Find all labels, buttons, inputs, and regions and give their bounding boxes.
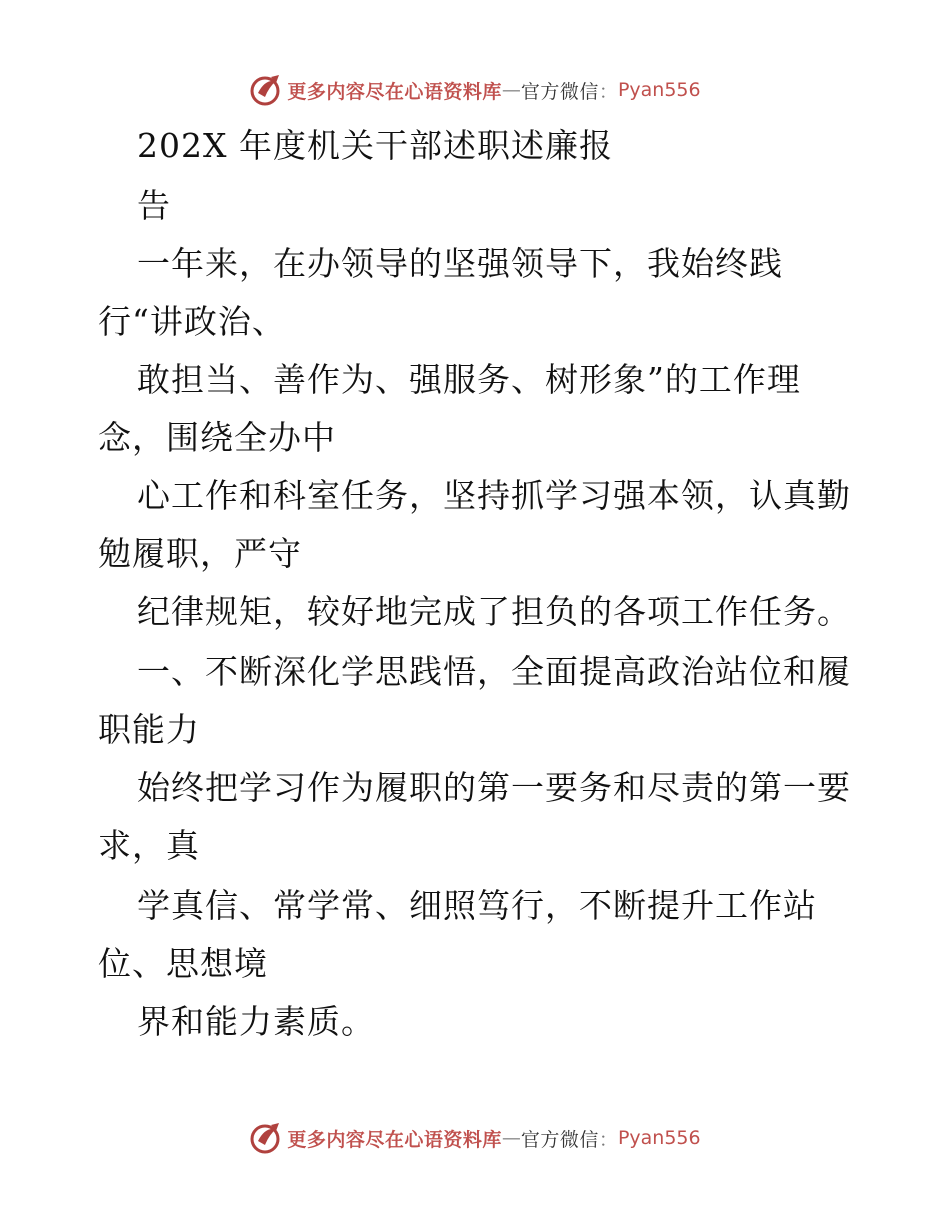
paragraph-line: 勉履职，严守 [98, 534, 302, 573]
paragraph-line: 心工作和科室任务，坚持抓学习强本领，认真勤 [137, 476, 851, 515]
paragraph-line: 一年来，在办领导的坚强领导下，我始终践 [137, 244, 783, 283]
paragraph-line: 行“讲政治、 [98, 302, 286, 341]
document-title-line-1: 202X 年度机关干部述职述廉报 [137, 126, 613, 165]
paragraph-line: 始终把学习作为履职的第一要务和尽责的第一要 [137, 768, 851, 807]
paragraph-line: 敢担当、善作为、强服务、树形象”的工作理 [137, 360, 801, 399]
paragraph-line: 纪律规矩，较好地完成了担负的各项工作任务。 [137, 592, 851, 631]
brand-logo-icon [249, 1121, 283, 1155]
paragraph-line: 念，围绕全办中 [98, 418, 336, 457]
header-wechat-label: 官方微信 [520, 80, 599, 103]
header-separator: ： [598, 80, 618, 103]
section-heading-line: 一、不断深化学思践悟，全面提高政治站位和履 [137, 652, 851, 691]
footer-watermark [0, 1118, 950, 1158]
footer-dash: — [501, 1127, 521, 1149]
paragraph-line: 界和能力素质。 [137, 1002, 375, 1041]
header-dash: — [501, 79, 521, 101]
document-title-line-2: 告 [137, 186, 171, 225]
footer-wechat-id: Pyan556 [617, 1127, 701, 1149]
footer-wechat-label: 官方微信 [520, 1128, 599, 1151]
paragraph-line: 学真信、常学常、细照笃行，不断提升工作站 [137, 886, 817, 925]
header-wechat-id: Pyan556 [617, 79, 701, 101]
section-heading-line: 职能力 [98, 710, 200, 749]
paragraph-line: 求，真 [98, 826, 200, 865]
paragraph-line: 位、思想境 [98, 944, 268, 983]
footer-separator: ： [598, 1128, 618, 1151]
footer-brand-text: 更多内容尽在心语资料库 [287, 1128, 502, 1151]
header-brand-text: 更多内容尽在心语资料库 [287, 80, 502, 103]
